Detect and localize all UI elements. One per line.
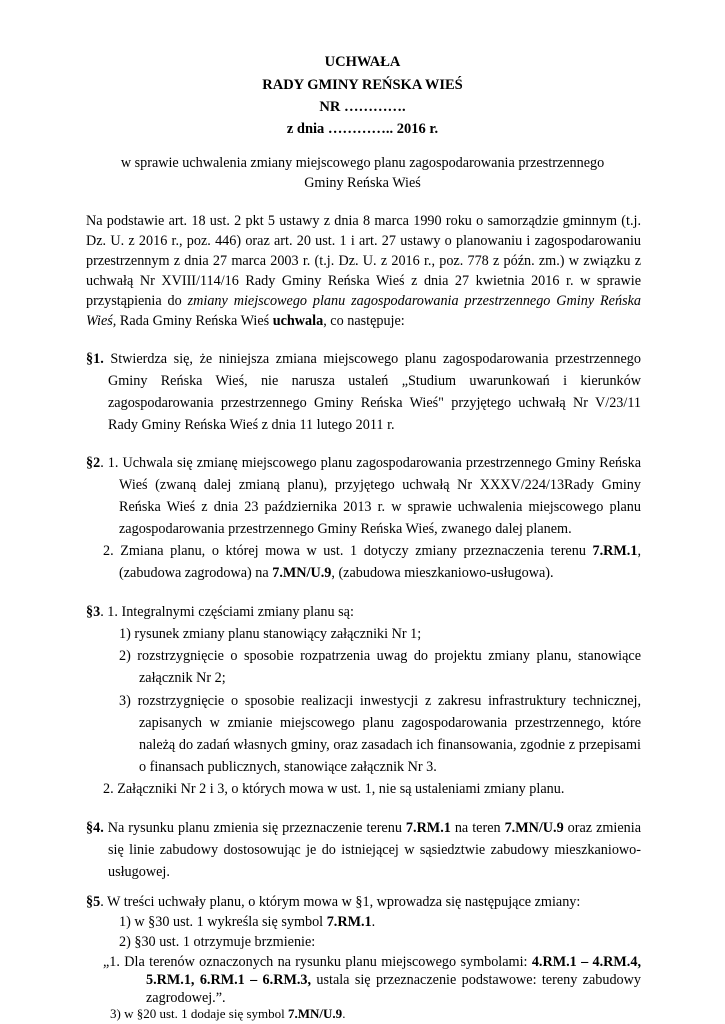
council-heading: RADY GMINY REŃSKA WIEŚ xyxy=(262,77,463,93)
section-2-line: (zabudowa zagrodowa) na 7.MN/U.9, (zabudowa mieszkaniowo-usługowa). xyxy=(119,565,554,581)
preamble-line: Dz. U. z 2016 r., poz. 446) oraz art. 20 ust. 1 i art. 27 ustawy o planowaniu i zagospodarowaniu xyxy=(86,233,641,249)
section-3-line: 1) rysunek zmiany planu stanowiący załączniki Nr 1; xyxy=(119,626,422,642)
preamble-line: przystąpienia do zmiany miejscowego planu zagospodarowania przestrzennego Gminy Reńska xyxy=(86,293,641,309)
uchwala-keyword: uchwala xyxy=(272,313,324,329)
preamble-line: przestrzennym z dnia 27 marca 2003 r. (t.j. Dz. U. z 2016 r., poz. 778 z późn. zm.) w związku z xyxy=(86,253,641,269)
doc-type-heading: UCHWAŁA xyxy=(324,54,401,70)
section-5-line: 5.RM.1, 6.RM.1 – 6.RM.3, ustala się przeznaczenie podstawowe: tereny zabudowy xyxy=(146,972,641,988)
section-2-line: Wieś (zwaną dalej zmianą planu), przyjętego uchwałą Nr XXXV/224/13Rady Gminy xyxy=(119,477,641,493)
section-1-mark: §1. xyxy=(86,351,104,367)
section-3-line: należą do zadań własnych gminy, oraz zasadach ich finansowania, zgodnie z przepisami xyxy=(139,737,641,753)
section-5-line: 1) w §30 ust. 1 wykreśla się symbol 7.RM.1. xyxy=(119,914,376,930)
section-3-line: 2. Załączniki Nr 2 i 3, o których mowa w ust. 1, nie są ustaleniami zmiany planu. xyxy=(103,781,565,797)
resolution-number: NR …………. xyxy=(319,99,406,115)
section-2-line: §2. 1. Uchwala się zmianę miejscowego planu zagospodarowania przestrzennego Gminy Reńska xyxy=(86,455,641,471)
section-3-line: załącznik Nr 2; xyxy=(139,670,226,686)
section-1-line: §1. Stwierdza się, że niniejsza zmiana miejscowego planu zagospodarowania przestrzennego xyxy=(86,351,641,367)
preamble-italic: zmiany miejscowego planu zagospodarowania przestrzennego Gminy Reńska xyxy=(187,293,641,309)
section-1-line: zagospodarowania przestrzennego Gminy Reńska Wieś" przyjętego uchwałą Nr V/23/11 xyxy=(108,395,641,411)
preamble-line: Wieś, Rada Gminy Reńska Wieś uchwala, co następuje: xyxy=(86,313,405,329)
subject-line-1: w sprawie uchwalenia zmiany miejscowego planu zagospodarowania przestrzennego xyxy=(120,155,605,171)
section-4-line: §4. Na rysunku planu zmienia się przeznaczenie terenu 7.RM.1 na teren 7.MN/U.9 oraz zmienia xyxy=(86,820,641,836)
section-3-line: zapisanych w zmianie miejscowego planu zagospodarowania przestrzennego, które xyxy=(139,715,641,731)
section-1-line: Rady Gminy Reńska Wieś z dnia 11 lutego 2011 r. xyxy=(108,417,395,433)
section-4-line: się linie zabudowy dostosowując je do istniejącej w sąsiedztwie zabudowy mieszkaniowo- xyxy=(108,842,641,858)
section-3-line: §3. 1. Integralnymi częściami zmiany planu są: xyxy=(86,604,354,620)
section-4-mark: §4. xyxy=(86,820,104,836)
section-4-line: usługowej. xyxy=(108,864,170,880)
section-2-line: zagospodarowania przestrzennego Gminy Reńska Wieś, zwanego dalej planem. xyxy=(119,521,572,537)
resolution-date: z dnia ………….. 2016 r. xyxy=(286,121,439,137)
section-3-line: 3) rozstrzygnięcie o sposobie realizacji inwestycji z zakresu infrastruktury technicznej, xyxy=(119,693,641,709)
section-2-line: Reńska Wieś z dnia 23 października 2013 r. w sprawie uchwalenia miejscowego planu xyxy=(119,499,641,515)
section-2-line: 2. Zmiana planu, o której mowa w ust. 1 dotyczy zmiany przeznaczenia terenu 7.RM.1, xyxy=(103,543,641,559)
preamble-line: Na podstawie art. 18 ust. 2 pkt 5 ustawy z dnia 8 marca 1990 roku o samorządzie gminnym (t.j. xyxy=(86,213,641,229)
section-3-line: 2) rozstrzygnięcie o sposobie rozpatrzenia uwag do projektu zmiany planu, stanowiące xyxy=(119,648,641,664)
section-5-line: 3) w §20 ust. 1 dodaje się symbol 7.MN/U.9. xyxy=(110,1006,346,1021)
section-5-mark: §5 xyxy=(86,894,101,910)
section-5-line: zagrodowej.”. xyxy=(146,990,226,1006)
section-2-mark: §2 xyxy=(86,455,101,471)
section-5-line: „1. Dla terenów oznaczonych na rysunku planu miejscowego symbolami: 4.RM.1 – 4.RM.4, xyxy=(103,954,641,970)
subject-line-2: Gminy Reńska Wieś xyxy=(304,175,421,191)
section-3-mark: §3 xyxy=(86,604,101,620)
section-5-line: 2) §30 ust. 1 otrzymuje brzmienie: xyxy=(119,934,316,950)
section-5-line: §5. W treści uchwały planu, o którym mowa w §1, wprowadza się następujące zmiany: xyxy=(86,894,581,910)
section-1-line: Gminy Reńska Wieś, nie narusza ustaleń „Studium uwarunkowań i kierunków xyxy=(108,373,641,389)
preamble-line: uchwałą Nr XVIII/114/16 Rady Gminy Reńska Wieś z dnia 27 kwietnia 2016 r. w sprawie xyxy=(86,273,641,289)
section-3-line: o finansach publicznych, stanowiące załącznik Nr 3. xyxy=(139,759,437,775)
